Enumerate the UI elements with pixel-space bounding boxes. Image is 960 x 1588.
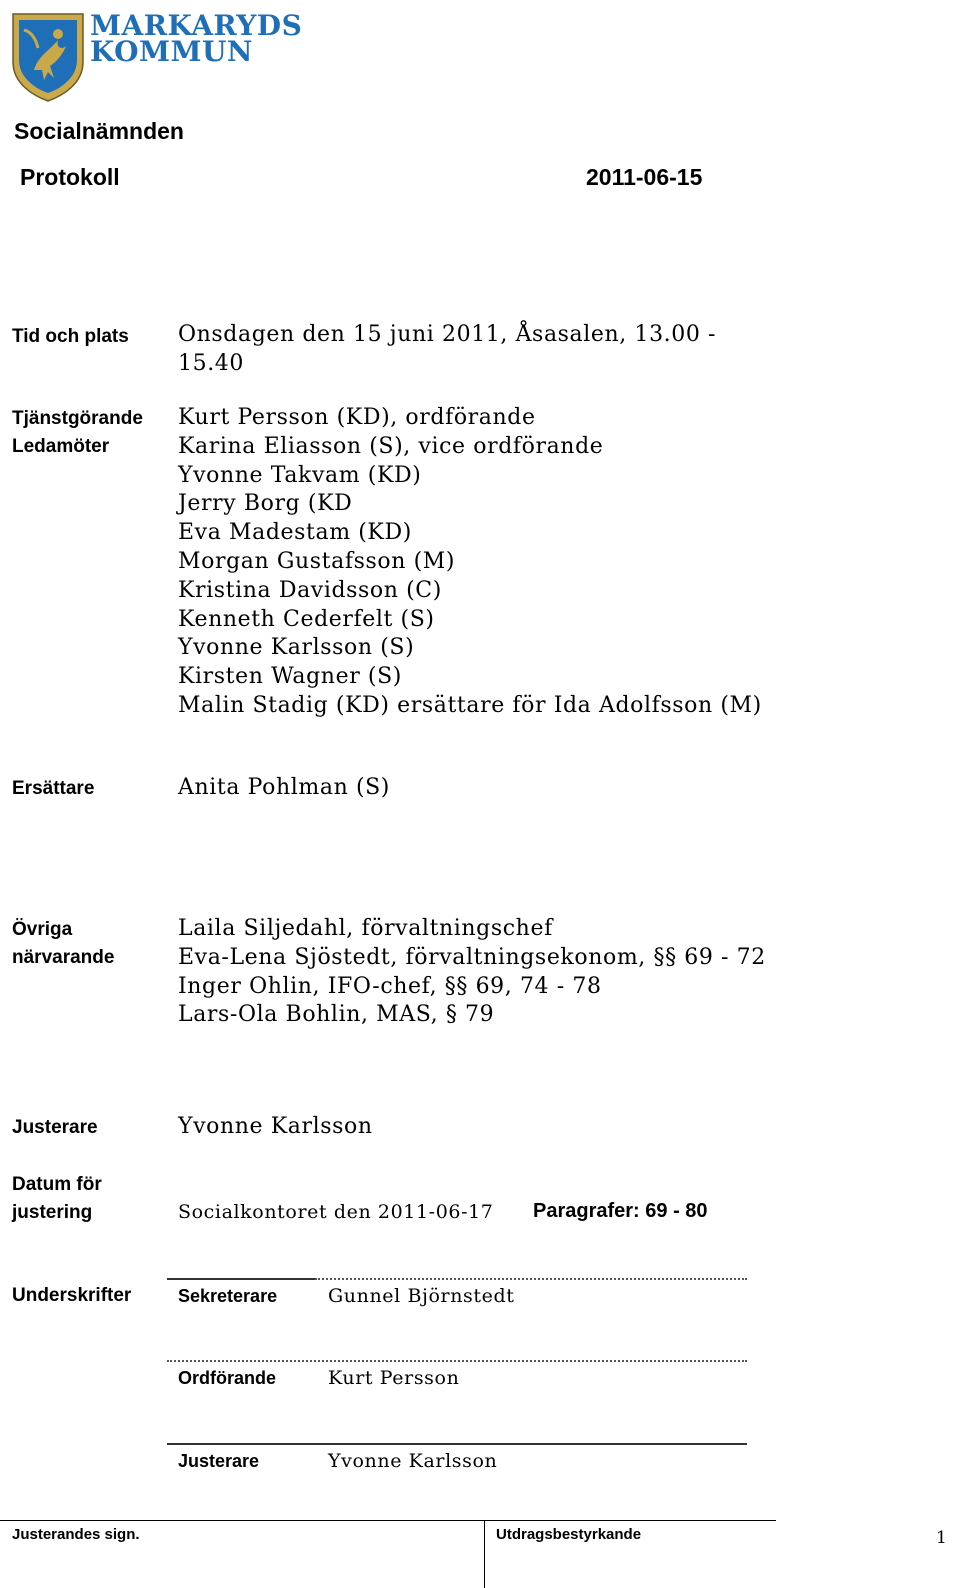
document-type: Protokoll (20, 164, 120, 190)
adjust-date-label-line1: Datum för (12, 1174, 102, 1195)
adjust-date-label-line2: justering (12, 1202, 93, 1223)
footer-divider (484, 1520, 485, 1588)
signature-line (167, 1360, 747, 1362)
footer-adjuster-sign: Justerandes sign. (12, 1526, 140, 1543)
coat-of-arms-icon (10, 10, 86, 102)
footer-extract-certification: Utdragsbestyrkande (496, 1526, 642, 1543)
member-name: Malin Stadig (KD) ersättare för Ida Adolfsson (M) (178, 692, 762, 718)
member-name: Morgan Gustafsson (M) (178, 548, 456, 574)
member-name: Yvonne Takvam (KD) (178, 462, 422, 488)
member-name: Jerry Borg (KD (178, 491, 353, 517)
members-label-line1: Tjänstgörande (12, 408, 143, 429)
adjuster-value: Yvonne Karlsson (178, 1114, 373, 1139)
member-name: Kirsten Wagner (S) (178, 664, 402, 690)
adjuster-label: Justerare (12, 1117, 98, 1138)
member-name: Yvonne Karlsson (S) (178, 635, 415, 661)
adjust-date-value: Socialkontoret den 2011-06-17 (178, 1201, 494, 1223)
time-place-label: Tid och plats (12, 326, 129, 347)
board-title: Socialnämnden (14, 118, 184, 144)
attendee-name: Eva-Lena Sjöstedt, förvaltningsekonom, §§ 69 - 72 (178, 944, 766, 970)
signature-line (167, 1443, 747, 1445)
signature-name-secretary: Gunnel Björnstedt (328, 1285, 515, 1307)
signature-role-secretary: Sekreterare (178, 1286, 278, 1306)
time-place-line1: Onsdagen den 15 juni 2011, Åsasalen, 13.00 - (178, 322, 717, 347)
member-name: Kurt Persson (KD), ordförande (178, 405, 536, 430)
others-label (12, 916, 114, 972)
attendee-name: Lars-Ola Bohlin, MAS, § 79 (178, 1002, 495, 1028)
time-place-value (178, 321, 716, 379)
signature-name-adjuster: Yvonne Karlsson (328, 1450, 498, 1472)
paragraphs-range: Paragrafer: 69 - 80 (533, 1200, 708, 1222)
adjust-date-label (12, 1171, 102, 1227)
logo-line2: KOMMUN (90, 35, 253, 68)
substitutes-label: Ersättare (12, 778, 95, 799)
members-list (178, 404, 762, 721)
footer-rule (0, 1520, 776, 1521)
member-name: Kristina Davidsson (C) (178, 577, 442, 603)
signature-line (315, 1278, 747, 1280)
member-name: Eva Madestam (KD) (178, 520, 412, 546)
page-number: 1 (936, 1528, 947, 1548)
signature-name-chair: Kurt Persson (328, 1367, 460, 1389)
members-label (12, 405, 143, 461)
member-name: Karina Eliasson (S), vice ordförande (178, 433, 604, 459)
signature-role-adjuster: Justerare (178, 1451, 260, 1471)
others-list (178, 915, 766, 1030)
time-place-line2: 15.40 (178, 350, 244, 376)
meeting-date: 2011-06-15 (586, 164, 703, 190)
signatures-label: Underskrifter (12, 1285, 132, 1306)
attendee-name: Laila Siljedahl, förvaltningschef (178, 916, 553, 941)
substitutes-value: Anita Pohlman (S) (178, 775, 390, 800)
members-label-line2: Ledamöter (12, 436, 110, 457)
municipality-logo (10, 10, 310, 105)
logo-line1: MARKARYDS (90, 9, 303, 42)
attendee-name: Inger Ohlin, IFO-chef, §§ 69, 74 - 78 (178, 973, 602, 999)
others-label-line2: närvarande (12, 947, 115, 968)
signature-line-divider (167, 1278, 315, 1280)
others-label-line1: Övriga (12, 919, 73, 940)
member-name: Kenneth Cederfelt (S) (178, 606, 435, 632)
signature-role-chair: Ordförande (178, 1368, 277, 1388)
